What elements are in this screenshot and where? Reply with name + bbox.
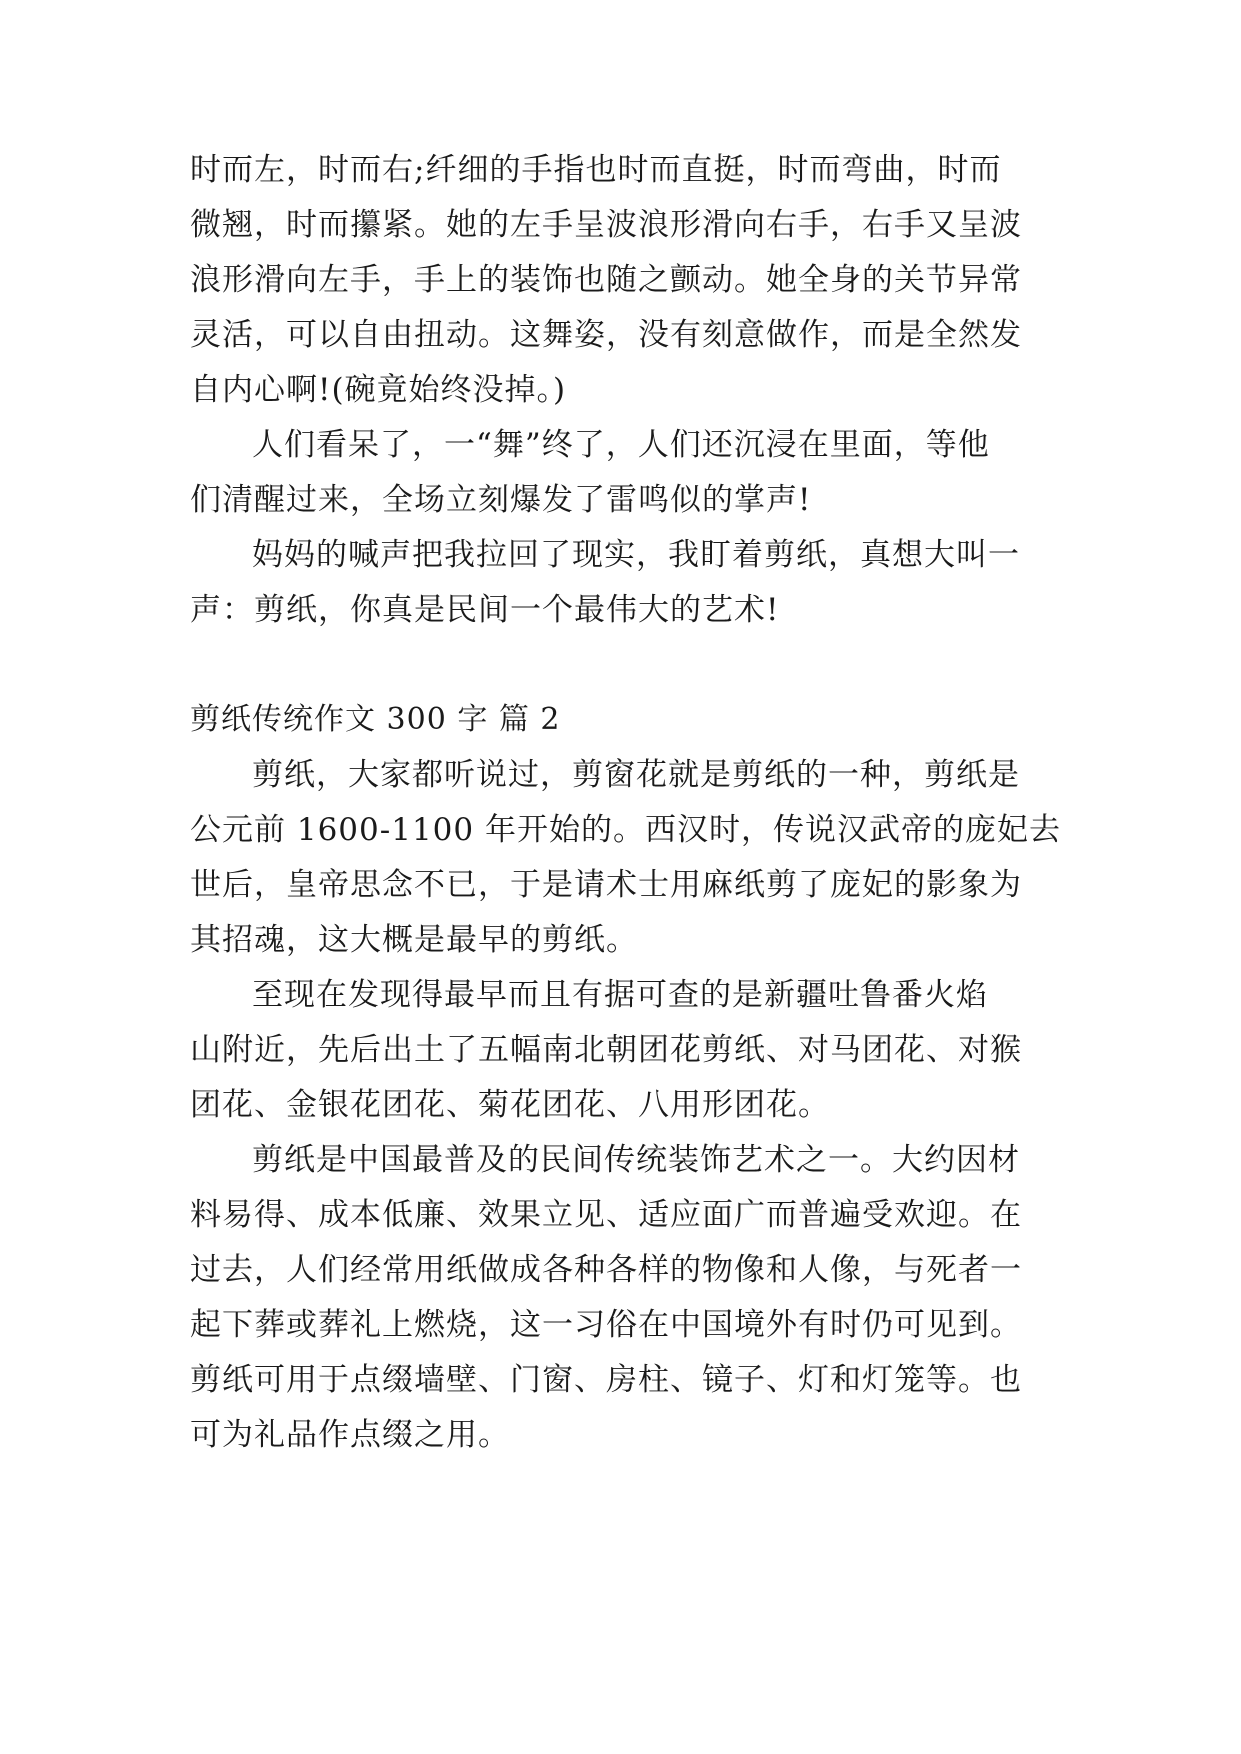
text-line: 剪纸是中国最普及的民间传统装饰艺术之一。大约因材	[252, 1142, 1020, 1178]
text-line: 们清醒过来，全场立刻爆发了雷鸣似的掌声!	[190, 482, 812, 518]
text-line: 料易得、成本低廉、效果立见、适应面广而普遍受欢迎。在	[190, 1197, 1022, 1233]
text-line: 自内心啊!(碗竟始终没掉。)	[190, 372, 567, 408]
text-line: 公元前 1600-1100 年开始的。西汉时，传说汉武帝的庞妃去	[190, 812, 1061, 848]
text-line: 剪纸可用于点缀墙壁、门窗、房柱、镜子、灯和灯笼等。也	[190, 1362, 1022, 1398]
text-line: 过去，人们经常用纸做成各种各样的物像和人像，与死者一	[190, 1252, 1022, 1288]
text-line: 浪形滑向左手，手上的装饰也随之颤动。她全身的关节异常	[190, 262, 1022, 298]
text-line: 声：剪纸，你真是民间一个最伟大的艺术!	[190, 592, 780, 628]
text-line: 其招魂，这大概是最早的剪纸。	[190, 922, 638, 958]
text-line: 灵活，可以自由扭动。这舞姿，没有刻意做作，而是全然发	[190, 317, 1022, 353]
text-line: 起下葬或葬礼上燃烧，这一习俗在中国境外有时仍可见到。	[190, 1307, 1022, 1343]
text-line: 世后，皇帝思念不已，于是请术士用麻纸剪了庞妃的影象为	[190, 867, 1022, 903]
text-line: 人们看呆了，一“舞”终了，人们还沉浸在里面，等他	[252, 427, 990, 463]
text-line: 时而左，时而右;纤细的手指也时而直挺，时而弯曲，时而	[190, 152, 1002, 188]
text-line: 山附近，先后出土了五幅南北朝团花剪纸、对马团花、对猴	[190, 1032, 1022, 1068]
text-line: 团花、金银花团花、菊花团花、八用形团花。	[190, 1087, 830, 1123]
text-line: 剪纸，大家都听说过，剪窗花就是剪纸的一种，剪纸是	[252, 757, 1020, 793]
text-line: 微翘，时而攥紧。她的左手呈波浪形滑向右手，右手又呈波	[190, 207, 1022, 243]
text-line: 至现在发现得最早而且有据可查的是新疆吐鲁番火焰	[252, 977, 988, 1013]
text-line: 可为礼品作点缀之用。	[190, 1417, 510, 1453]
text-line: 妈妈的喊声把我拉回了现实，我盯着剪纸，真想大叫一	[252, 537, 1020, 573]
section-heading: 剪纸传统作文 300 字 篇 2	[190, 702, 561, 737]
